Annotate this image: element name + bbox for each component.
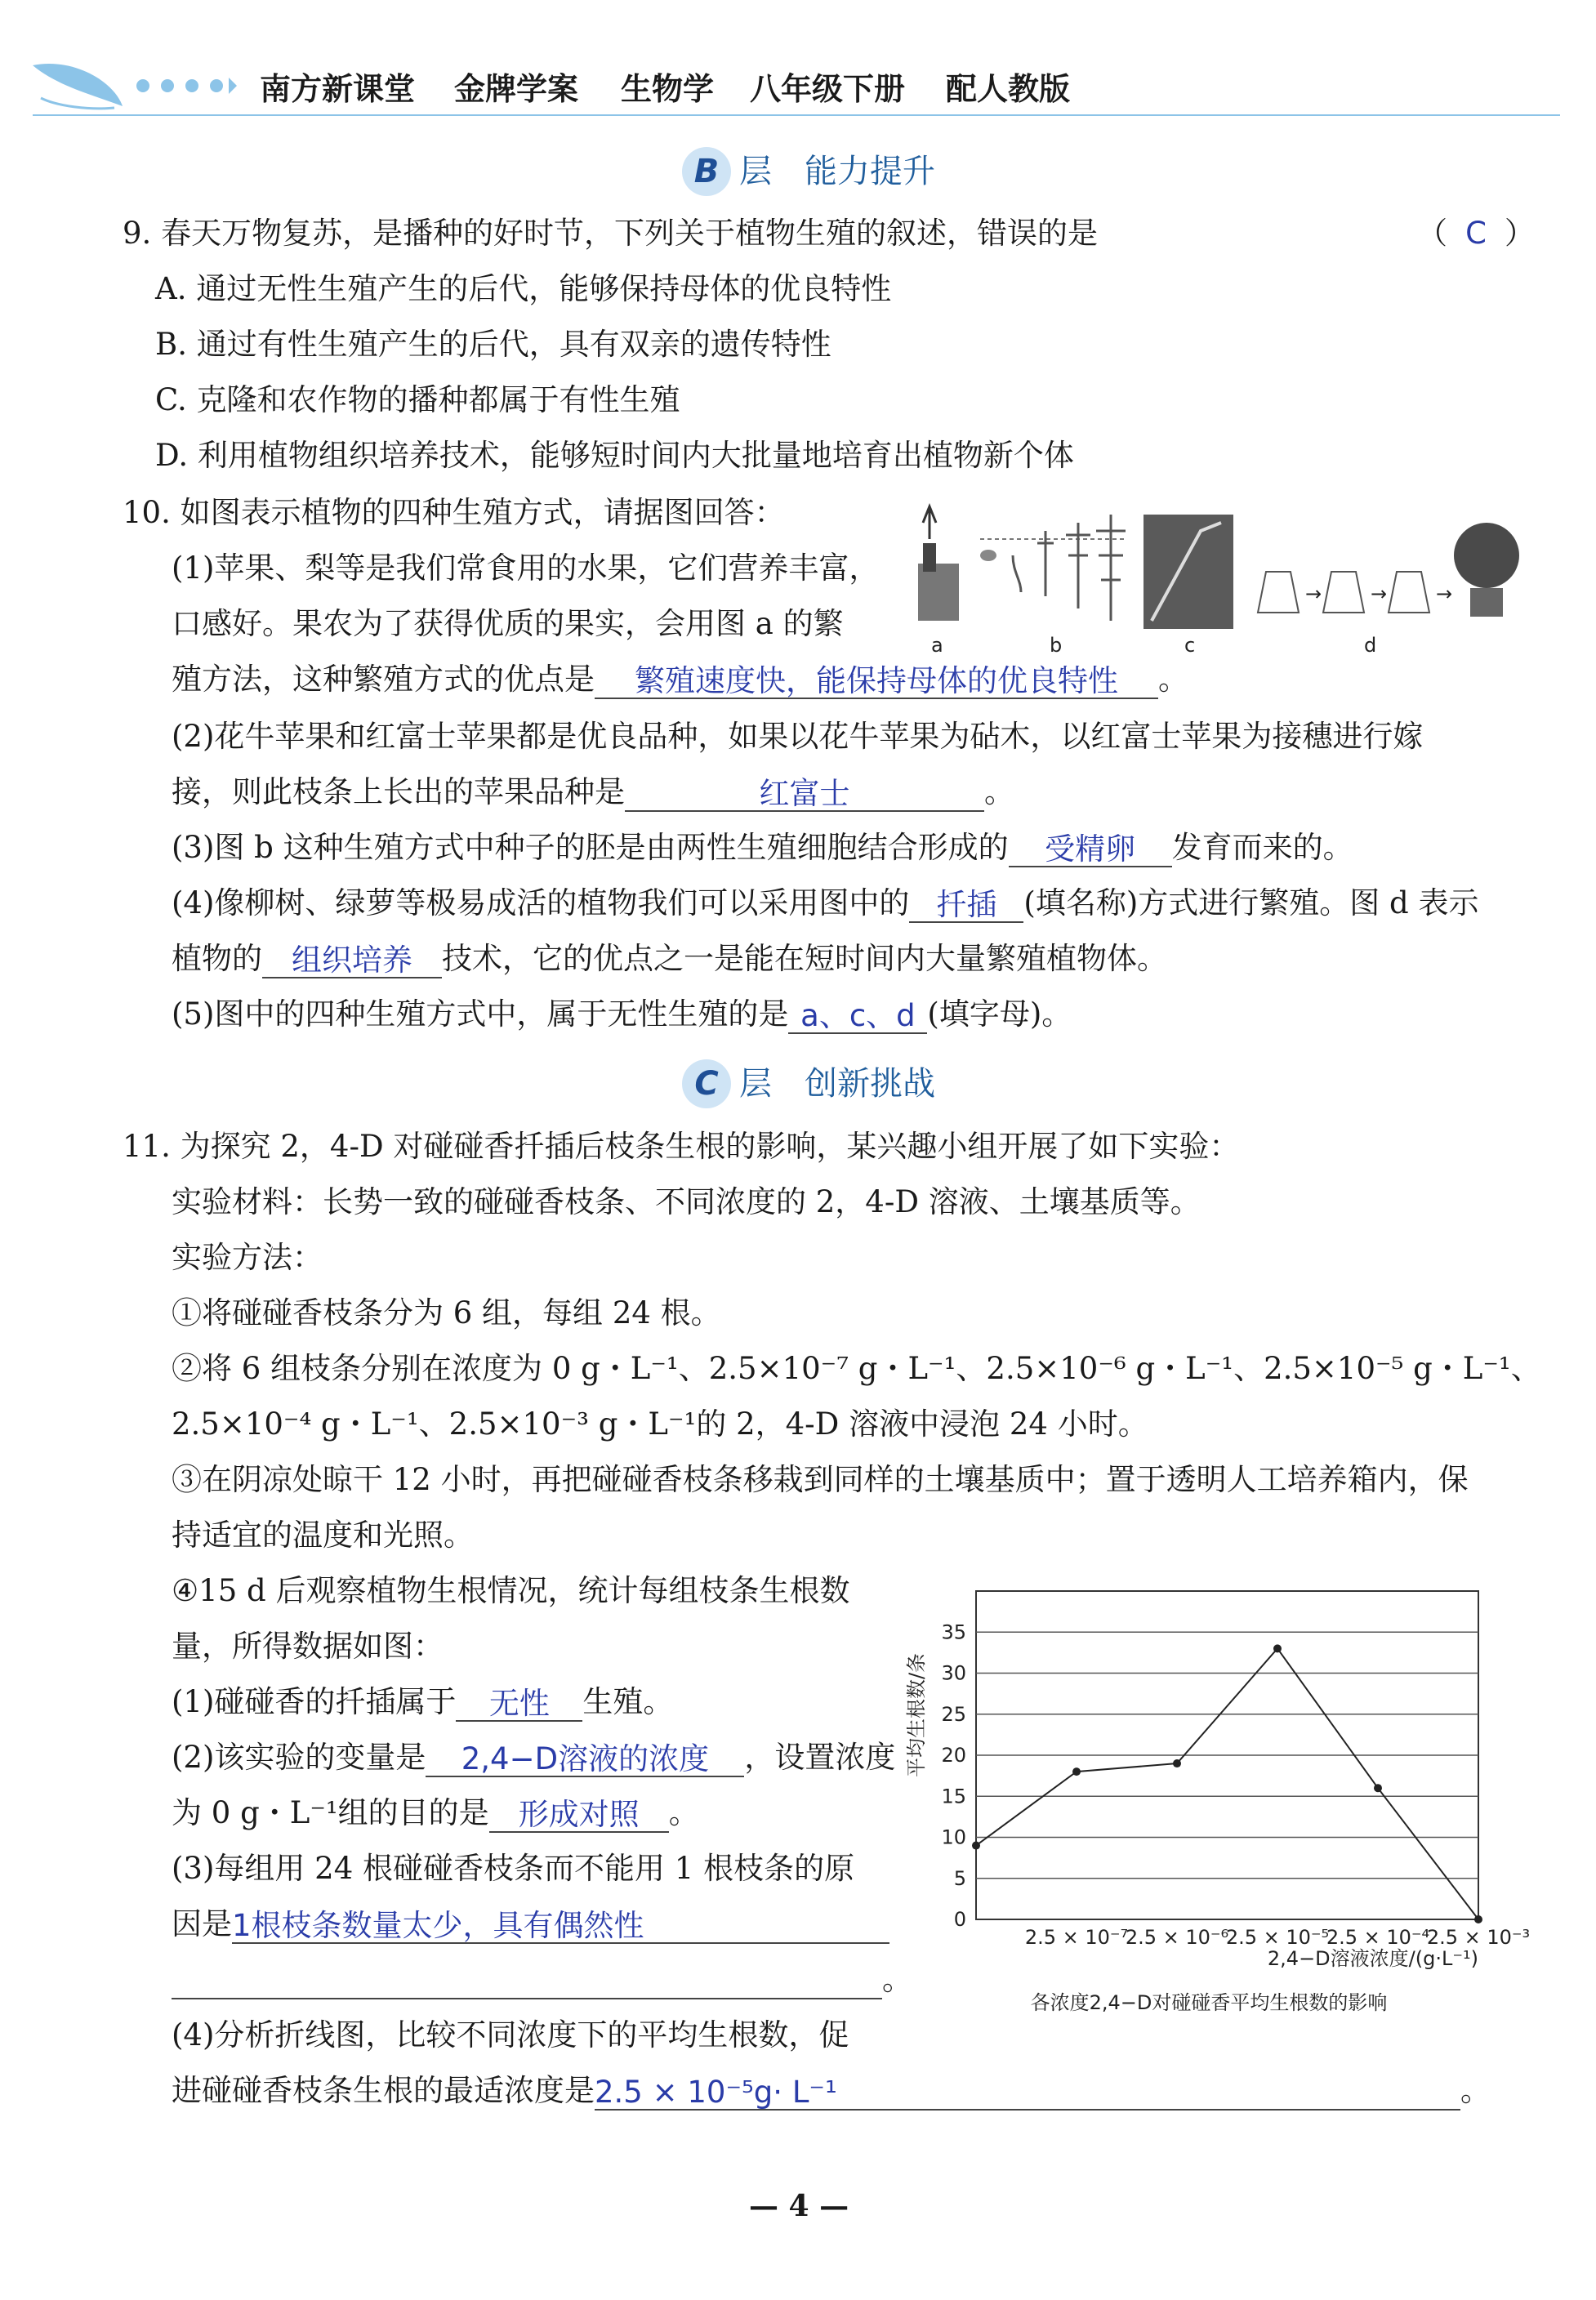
- q11-sub4-line2: 进碰碰香枝条生根的最适浓度是2.5 × 10⁻⁵g· L⁻¹ 。: [172, 2073, 1491, 2110]
- page-number: — 4 —: [749, 2189, 849, 2223]
- chart-y-tick: 5: [953, 1866, 966, 1890]
- q10-p4-line1: (4)像柳树、绿萝等极易成活的植物我们可以采用图中的 扦插 (填名称)方式进行繁殖。图 d 表示: [172, 885, 1479, 922]
- q10-p5-answer: a、c、d: [788, 996, 927, 1034]
- section-b-letter: B: [682, 147, 731, 196]
- section-c-title: C 层 创新挑战: [682, 1058, 935, 1108]
- q10-p1-line2: 口感好。果农为了获得优质的果实，会用图 a 的繁: [172, 606, 844, 641]
- header-grade: 八年级下册: [750, 71, 906, 107]
- chart-y-tick: 20: [941, 1744, 966, 1767]
- chart-x-tick: 2.5 × 10⁻⁶: [1125, 1926, 1229, 1949]
- chart-x-tick: 2.5 × 10⁻⁷: [1024, 1926, 1129, 1949]
- q11-step4-line1: ④15 d 后观察植物生根情况，统计每组枝条生根数: [172, 1573, 850, 1608]
- q10-p5: (5)图中的四种生殖方式中，属于无性生殖的是 a、c、d (填字母)。: [172, 996, 1072, 1033]
- q11-sub3-line2: 因是1根枝条数量太少，具有偶然性: [172, 1905, 889, 1944]
- q11-sub3-answer: 1根枝条数量太少，具有偶然性: [232, 1906, 889, 1944]
- q10-p1-line3: 殖方法，这种繁殖方式的优点是 繁殖速度快，能保持母体的优良特性 。: [172, 662, 1188, 698]
- section-c-letter: C: [682, 1059, 731, 1108]
- q11-step2-line1: ②将 6 组枝条分别在浓度为 0 g・L⁻¹、2.5×10⁻⁷ g・L⁻¹、2.5×10⁻⁶ g・L⁻¹、2.5×10⁻⁵ g・L⁻¹、: [172, 1351, 1541, 1386]
- figure-label-d: d: [1364, 634, 1377, 657]
- chart-y-tick: 15: [941, 1785, 966, 1808]
- svg-text:→: →: [1371, 582, 1388, 605]
- q11-sub3-line1: (3)每组用 24 根碰碰香枝条而不能用 1 根枝条的原: [172, 1851, 855, 1886]
- q11-sub2-line2: 为 0 g・L⁻¹组的目的是 形成对照 。: [172, 1795, 699, 1832]
- reproduction-figure: [907, 498, 1527, 662]
- q11-sub1: (1)碰碰香的扦插属于 无性 生殖。: [172, 1684, 674, 1721]
- q10-p1-line1: (1)苹果、梨等是我们常食用的水果，它们营养丰富，: [172, 550, 880, 586]
- q10-p3: (3)图 b 这种生殖方式中种子的胚是由两性生殖细胞结合形成的 受精卵 发育而来的。: [172, 830, 1353, 867]
- chart-y-label: 平均生根数/条: [905, 1652, 928, 1778]
- q11-method-title: 实验方法：: [172, 1240, 323, 1275]
- q11-sub3-line3: 。: [172, 1960, 912, 1999]
- figure-a-grafting: [918, 506, 959, 621]
- chart-x-tick: 2.5 × 10⁻⁴: [1326, 1926, 1430, 1949]
- q11-step1: ①将碰碰香枝条分为 6 组，每组 24 根。: [172, 1295, 721, 1331]
- header-publisher: 南方新课堂: [260, 71, 416, 107]
- q11-sub1-answer: 无性: [456, 1684, 582, 1722]
- q9-option-c: C. 克隆和农作物的播种都属于有性生殖: [155, 382, 680, 417]
- q10-p4-line2: 植物的 组织培养 技术，它的优点之一是能在短时间内大量繁殖植物体。: [172, 941, 1167, 978]
- q9-option-b: B. 通过有性生殖产生的后代，具有双亲的遗传特性: [155, 327, 831, 362]
- figure-c-cutting: [1144, 515, 1233, 629]
- q11-step2-line2: 2.5×10⁻⁴ g・L⁻¹、2.5×10⁻³ g・L⁻¹的 2，4-D 溶液中浸泡 24 小时。: [172, 1406, 1148, 1442]
- q11-step3-line2: 持适宜的温度和光照。: [172, 1518, 474, 1553]
- q9-answer-paren: （ C ）: [1417, 214, 1535, 253]
- figure-label-c: c: [1184, 634, 1196, 657]
- chart-y-tick: 10: [941, 1825, 966, 1849]
- chart-data-point: [1173, 1759, 1181, 1767]
- chart-x-tick: 2.5 × 10⁻⁵: [1225, 1926, 1330, 1949]
- q10-p2-answer: 红富士: [625, 774, 984, 812]
- q9-stem: 9. 春天万物复苏，是播种的好时节，下列关于植物生殖的叙述，错误的是: [123, 216, 1099, 251]
- q10-p1-answer: 繁殖速度快，能保持母体的优良特性: [595, 662, 1158, 699]
- figure-label-a: a: [931, 634, 943, 657]
- q10-p2-line1: (2)花牛苹果和红富士苹果都是优良品种，如果以花牛苹果为砧木，以红富士苹果为接穗进行嫁: [172, 719, 1424, 754]
- q11-sub4-answer: 2.5 × 10⁻⁵g· L⁻¹: [595, 2073, 1460, 2111]
- header-edition: 配人教版: [946, 71, 1071, 107]
- chart-data-point: [1374, 1784, 1382, 1792]
- header-logo: [25, 49, 237, 114]
- section-b-title: B 层 能力提升: [682, 145, 935, 196]
- q11-materials: 实验材料：长势一致的碰碰香枝条、不同浓度的 2，4-D 溶液、土壤基质等。: [172, 1184, 1201, 1219]
- header-subject: 生物学: [621, 71, 715, 107]
- q9-option-a: A. 通过无性生殖产生的后代，能够保持母体的优良特性: [155, 271, 892, 306]
- q10-stem: 10. 如图表示植物的四种生殖方式，请据图回答：: [123, 495, 785, 530]
- q10-p2-line2: 接，则此枝条上长出的苹果品种是 红富士 。: [172, 774, 1014, 811]
- q9-option-d: D. 利用植物组织培养技术，能够短时间内大批量地培育出植物新个体: [155, 438, 1074, 473]
- q11-step4-line2: 量，所得数据如图：: [172, 1629, 444, 1664]
- chart-data-point: [1072, 1767, 1081, 1776]
- figure-d-tissue-culture: [1258, 523, 1519, 617]
- figure-b-seed-germination: [980, 515, 1127, 621]
- q10-p4-answer2: 组织培养: [262, 941, 442, 978]
- q11-sub4-line1: (4)分析折线图，比较不同浓度下的平均生根数，促: [172, 2017, 849, 2053]
- chart-x-label: 2,4−D溶液浓度/(g·L⁻¹): [1267, 1947, 1478, 1970]
- svg-text:→: →: [1436, 582, 1453, 605]
- chart-data-point: [1273, 1644, 1282, 1652]
- chart-x-tick: 2.5 × 10⁻³: [1426, 1926, 1531, 1949]
- chart-y-tick: 35: [941, 1620, 966, 1644]
- line-chart: [898, 1568, 1536, 2026]
- q11-step3-line1: ③在阴凉处晾干 12 小时，再把碰碰香枝条移栽到同样的土壤基质中；置于透明人工培养箱内，保: [172, 1462, 1469, 1497]
- chart-data-point: [972, 1842, 980, 1850]
- q10-p3-answer: 受精卵: [1009, 830, 1172, 867]
- header-series: 金牌学案: [454, 71, 579, 107]
- chart-data-point: [1474, 1915, 1482, 1923]
- figure-label-b: b: [1050, 634, 1063, 657]
- q11-sub2-line1: (2)该实验的变量是 2,4−D溶液的浓度 ，设置浓度: [172, 1740, 896, 1776]
- feather-icon: [25, 49, 237, 114]
- q9-answer: C: [1465, 216, 1487, 251]
- chart-y-tick: 25: [941, 1702, 966, 1726]
- chart-y-tick: 0: [953, 1908, 966, 1931]
- chart-title: 各浓度2,4−D对碰碰香平均生根数的影响: [1030, 1991, 1388, 2014]
- q11-stem: 11. 为探究 2，4-D 对碰碰香扦插后枝条生根的影响，某兴趣小组开展了如下实验：: [123, 1129, 1240, 1164]
- q10-p4-answer1: 扦插: [909, 885, 1023, 923]
- line-chart-svg: [898, 1568, 1536, 2026]
- header-rule: [33, 114, 1560, 116]
- q11-sub2-answer: 2,4−D溶液的浓度: [426, 1740, 744, 1777]
- chart-y-tick: 30: [941, 1661, 966, 1685]
- q11-sub2-answer2: 形成对照: [489, 1795, 669, 1833]
- svg-text:→: →: [1305, 582, 1322, 605]
